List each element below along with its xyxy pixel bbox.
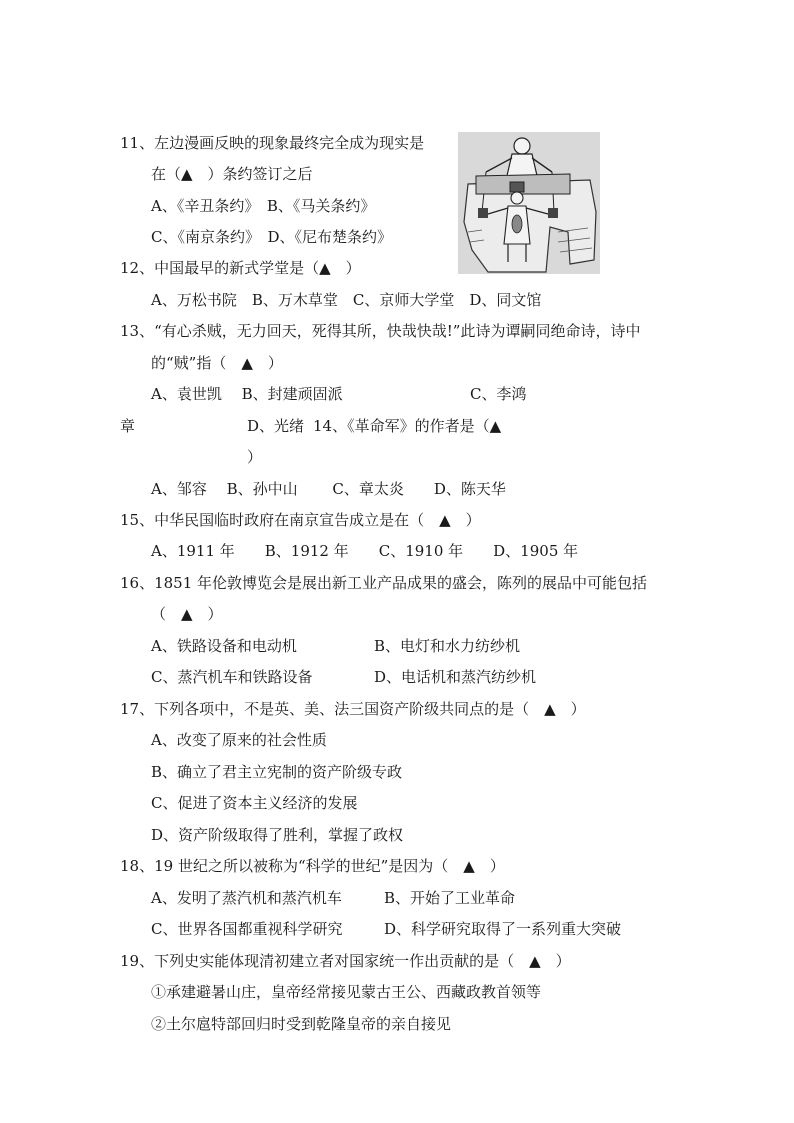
q17-option-b: B、确立了君主立宪制的资产阶级专政 (151, 763, 403, 781)
q18-option-c: C、世界各国都重视科学研究 (151, 920, 343, 938)
q13-options-ab: A、袁世凯 B、封建顽固派 (151, 385, 343, 403)
q14-stem-cont: ） (247, 448, 263, 466)
q13-stem-cont: 的“贼”指（ ▲ ） (151, 354, 283, 372)
cartoon-drawing (458, 132, 600, 274)
q18-stem: 18、19 世纪之所以被称为“科学的世纪”是因为（ ▲ ） (120, 857, 505, 875)
q17-option-c: C、促进了资本主义经济的发展 (151, 794, 358, 812)
q14-options: A、邹容 B、孙中山 C、章太炎 D、陈天华 (151, 480, 506, 498)
q12-stem: 12、中国最早的新式学堂是（▲ ） (120, 259, 361, 277)
q18-option-b: B、开始了工业革命 (384, 889, 516, 907)
q18-option-a: A、发明了蒸汽机和蒸汽机车 (151, 889, 342, 907)
q19-item-2: ②土尔扈特部回归时受到乾隆皇帝的亲自接见 (151, 1015, 452, 1033)
q15-options: A、1911 年 B、1912 年 C、1910 年 D、1905 年 (151, 542, 579, 560)
q19-item-1: ①承建避暑山庄，皇帝经常接见蒙古王公、西藏政教首领等 (151, 983, 542, 1001)
q13-stem: 13、“有心杀贼，无力回天，死得其所，快哉快哉!”此诗为谭嗣同绝命诗，诗中 (120, 322, 641, 340)
q11-stem-cont: 在（▲ ）条约签订之后 (151, 165, 313, 183)
cartoon-illustration (458, 132, 600, 274)
q13-option-c: C、李鸿 (470, 385, 527, 403)
q11-stem: 11、左边漫画反映的现象最终完全成为现实是 (120, 134, 425, 152)
q13-option-d: D、光绪 (247, 417, 305, 435)
q17-stem: 17、下列各项中，不是英、美、法三国资产阶级共同点的是（ ▲ ） (120, 700, 586, 718)
q16-option-d: D、电话机和蒸汽纺纱机 (374, 668, 537, 686)
q14-stem: 14、《革命军》的作者是（▲ (313, 417, 502, 435)
q13-option-c-cont: 章 (120, 417, 136, 435)
q16-option-b: B、电灯和水力纺纱机 (374, 637, 521, 655)
q11-options-ab: A、《辛丑条约》 B、《马关条约》 (151, 197, 376, 215)
q15-stem: 15、中华民国临时政府在南京宣告成立是在（ ▲ ） (120, 511, 481, 529)
q11-options-cd: C、《南京条约》 D、《尼布楚条约》 (151, 228, 393, 246)
q17-option-a: A、改变了原来的社会性质 (151, 731, 327, 749)
q16-stem-cont: （ ▲ ） (151, 605, 223, 623)
q17-option-d: D、资产阶级取得了胜利，掌握了政权 (151, 826, 404, 844)
q16-option-a: A、铁路设备和电动机 (151, 637, 297, 655)
q18-option-d: D、科学研究取得了一系列重大突破 (384, 920, 622, 938)
q16-stem: 16、1851 年伦敦博览会是展出新工业产品成果的盛会，陈列的展品中可能包括 (120, 574, 648, 592)
q12-options: A、万松书院 B、万木草堂 C、京师大学堂 D、同文馆 (151, 291, 542, 309)
q16-option-c: C、蒸汽机车和铁路设备 (151, 668, 313, 686)
q19-stem: 19、下列史实能体现清初建立者对国家统一作出贡献的是（ ▲ ） (120, 952, 571, 970)
